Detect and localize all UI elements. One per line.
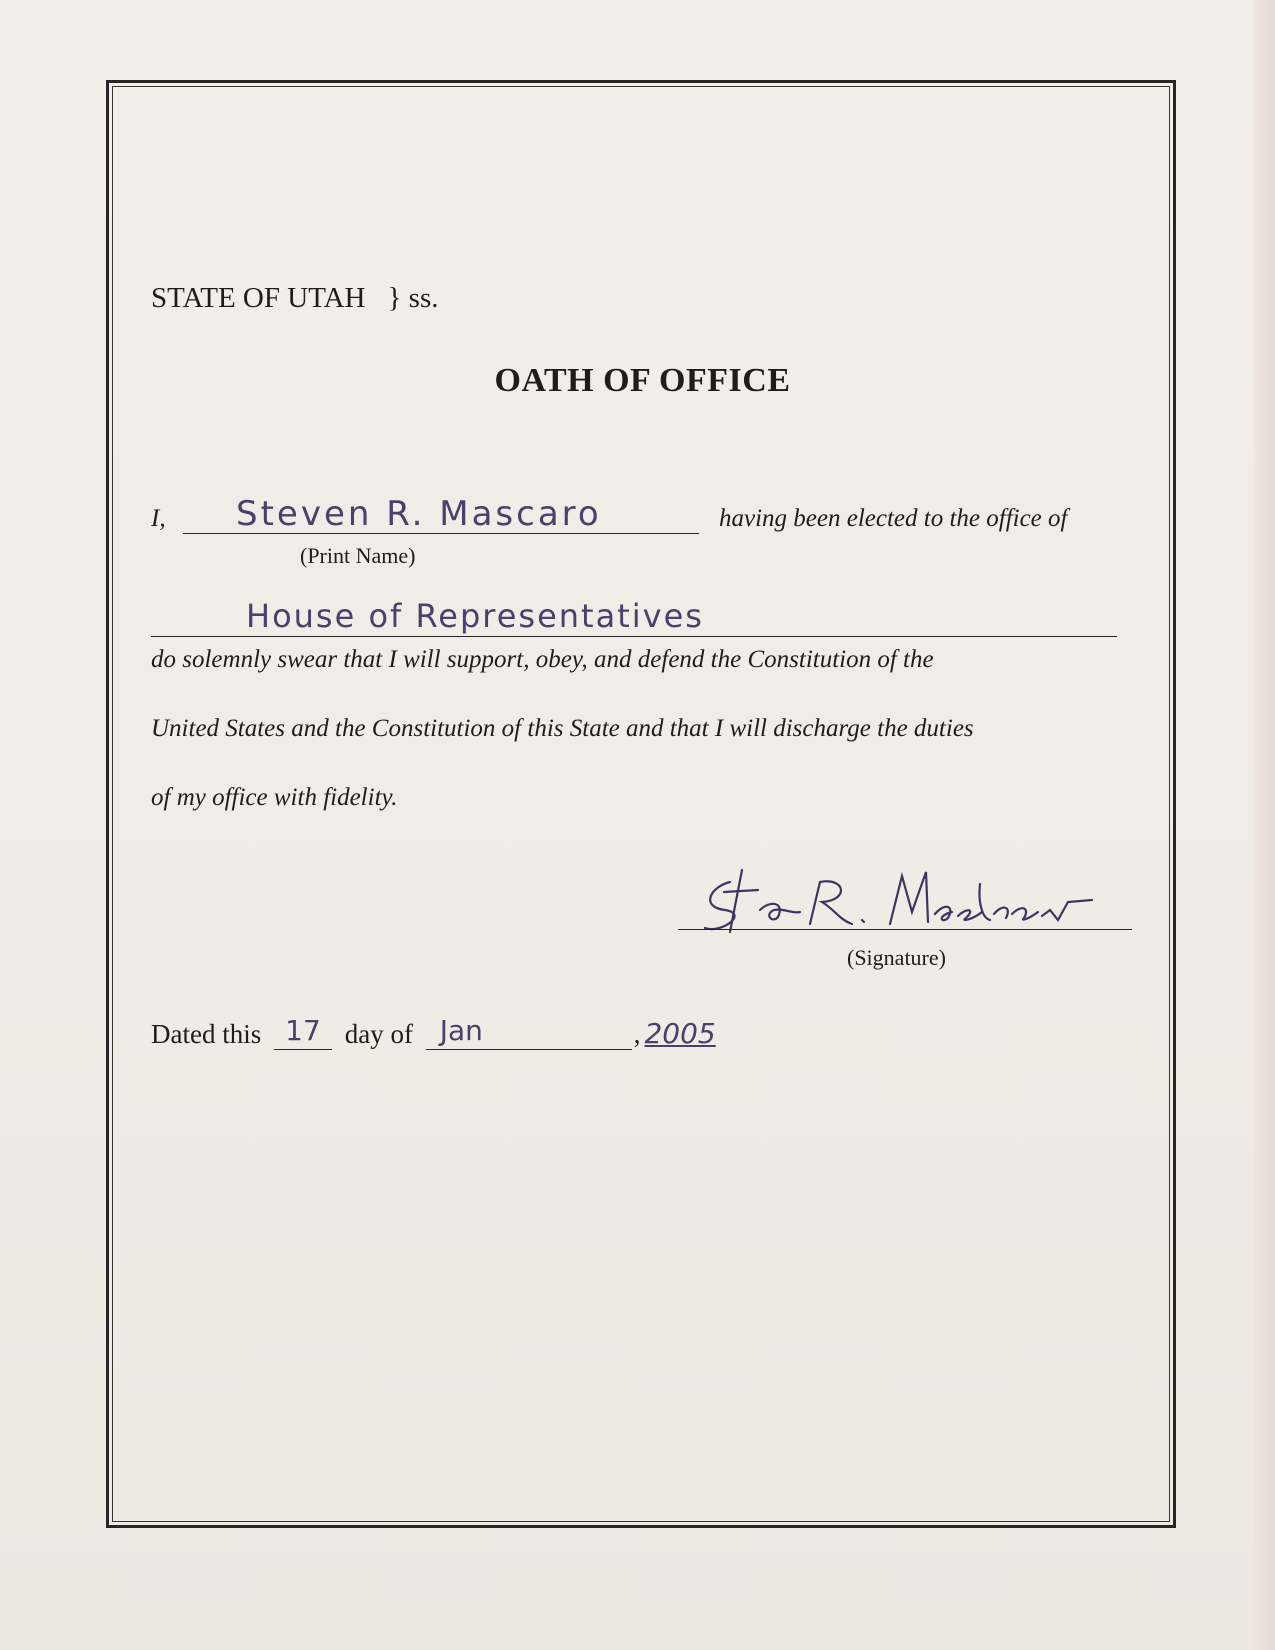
- page-edge-shadow: [1253, 0, 1275, 1650]
- comma: ,: [633, 1019, 641, 1049]
- state-line: [151, 282, 438, 315]
- handwritten-office: House of Representatives: [246, 597, 704, 635]
- dated-line: [151, 1014, 716, 1050]
- oath-text-line-3: of my office with fidelity.: [151, 784, 398, 811]
- month-blank: [426, 1014, 632, 1050]
- day-blank: [274, 1014, 332, 1050]
- office-underline: [151, 636, 1117, 637]
- signature-underline: [678, 929, 1132, 930]
- oath-text-line-1: do solemnly swear that I will support, obey, and defend the Constitution of the: [151, 646, 934, 673]
- page-title: OATH OF OFFICE: [494, 362, 791, 399]
- month-value: Jan: [439, 1014, 483, 1047]
- day-value: 17: [285, 1014, 321, 1047]
- handwritten-name: Steven R. Mascaro: [236, 494, 602, 534]
- dated-prefix: Dated this: [151, 1019, 262, 1049]
- state-name: STATE OF UTAH: [151, 282, 366, 314]
- having-text: having been elected to the office of: [719, 505, 1068, 532]
- handwritten-signature: [690, 862, 1110, 942]
- oath-prefix: I,: [151, 505, 166, 532]
- signature-label: (Signature): [847, 945, 946, 970]
- oath-text-line-2: United States and the Constitution of this State and that I will discharge the duties: [151, 715, 974, 742]
- ss-mark: } ss.: [387, 282, 439, 314]
- year-value: 2005: [644, 1017, 716, 1050]
- print-name-label: (Print Name): [300, 543, 416, 568]
- day-of-text: day of: [344, 1019, 413, 1049]
